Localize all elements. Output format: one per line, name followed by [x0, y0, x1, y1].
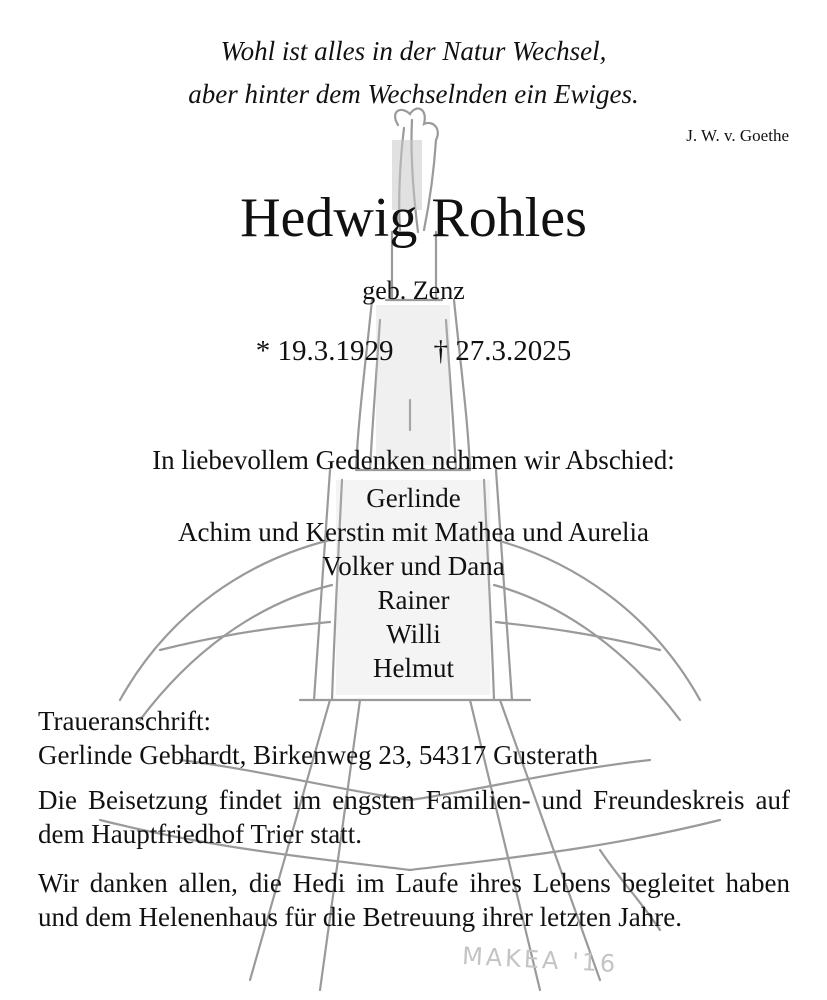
maiden-name: geb. Zenz [362, 276, 465, 305]
address-label: Traueranschrift: [38, 706, 211, 736]
mourner-item: Achim und Kerstin mit Mathea und Aurelia [178, 517, 649, 547]
farewell-heading: In liebevollem Gedenken nehmen wir Abschied: [152, 445, 675, 475]
death-date: † 27.3.2025 [433, 335, 572, 367]
goethe-quote [0, 30, 827, 116]
address-value: Gerlinde Gebhardt, Birkenweg 23, 54317 Gusterath [38, 740, 599, 770]
artist-signature: MAKEA '16 [461, 941, 619, 979]
mourning-address [38, 704, 790, 772]
mourners-list [0, 481, 827, 685]
mourner-item: Willi [386, 619, 441, 649]
quote-line-2: aber hinter dem Wechselnden ein Ewiges. [188, 79, 639, 109]
mourner-item: Rainer [377, 585, 450, 615]
quote-line-1: Wohl ist alles in der Natur Wechsel, [220, 36, 607, 66]
mourner-item: Volker und Dana [322, 551, 505, 581]
mourner-item: Helmut [373, 653, 454, 683]
mourner-item: Gerlinde [366, 483, 461, 513]
deceased-name: Hedwig Rohles [240, 187, 587, 249]
life-dates [0, 332, 827, 370]
thanks-note: Wir danken allen, die Hedi im Laufe ihres Lebens begleitet haben und dem Helenenhaus für die Betreuung ihrer letzten Jahre. [38, 868, 790, 932]
birth-date: * 19.3.1929 [255, 335, 394, 367]
quote-author: J. W. v. Goethe [686, 126, 789, 145]
funeral-note: Die Beisetzung findet im engsten Familien- und Freundeskreis auf dem Hauptfriedhof Trier statt. [38, 785, 790, 849]
